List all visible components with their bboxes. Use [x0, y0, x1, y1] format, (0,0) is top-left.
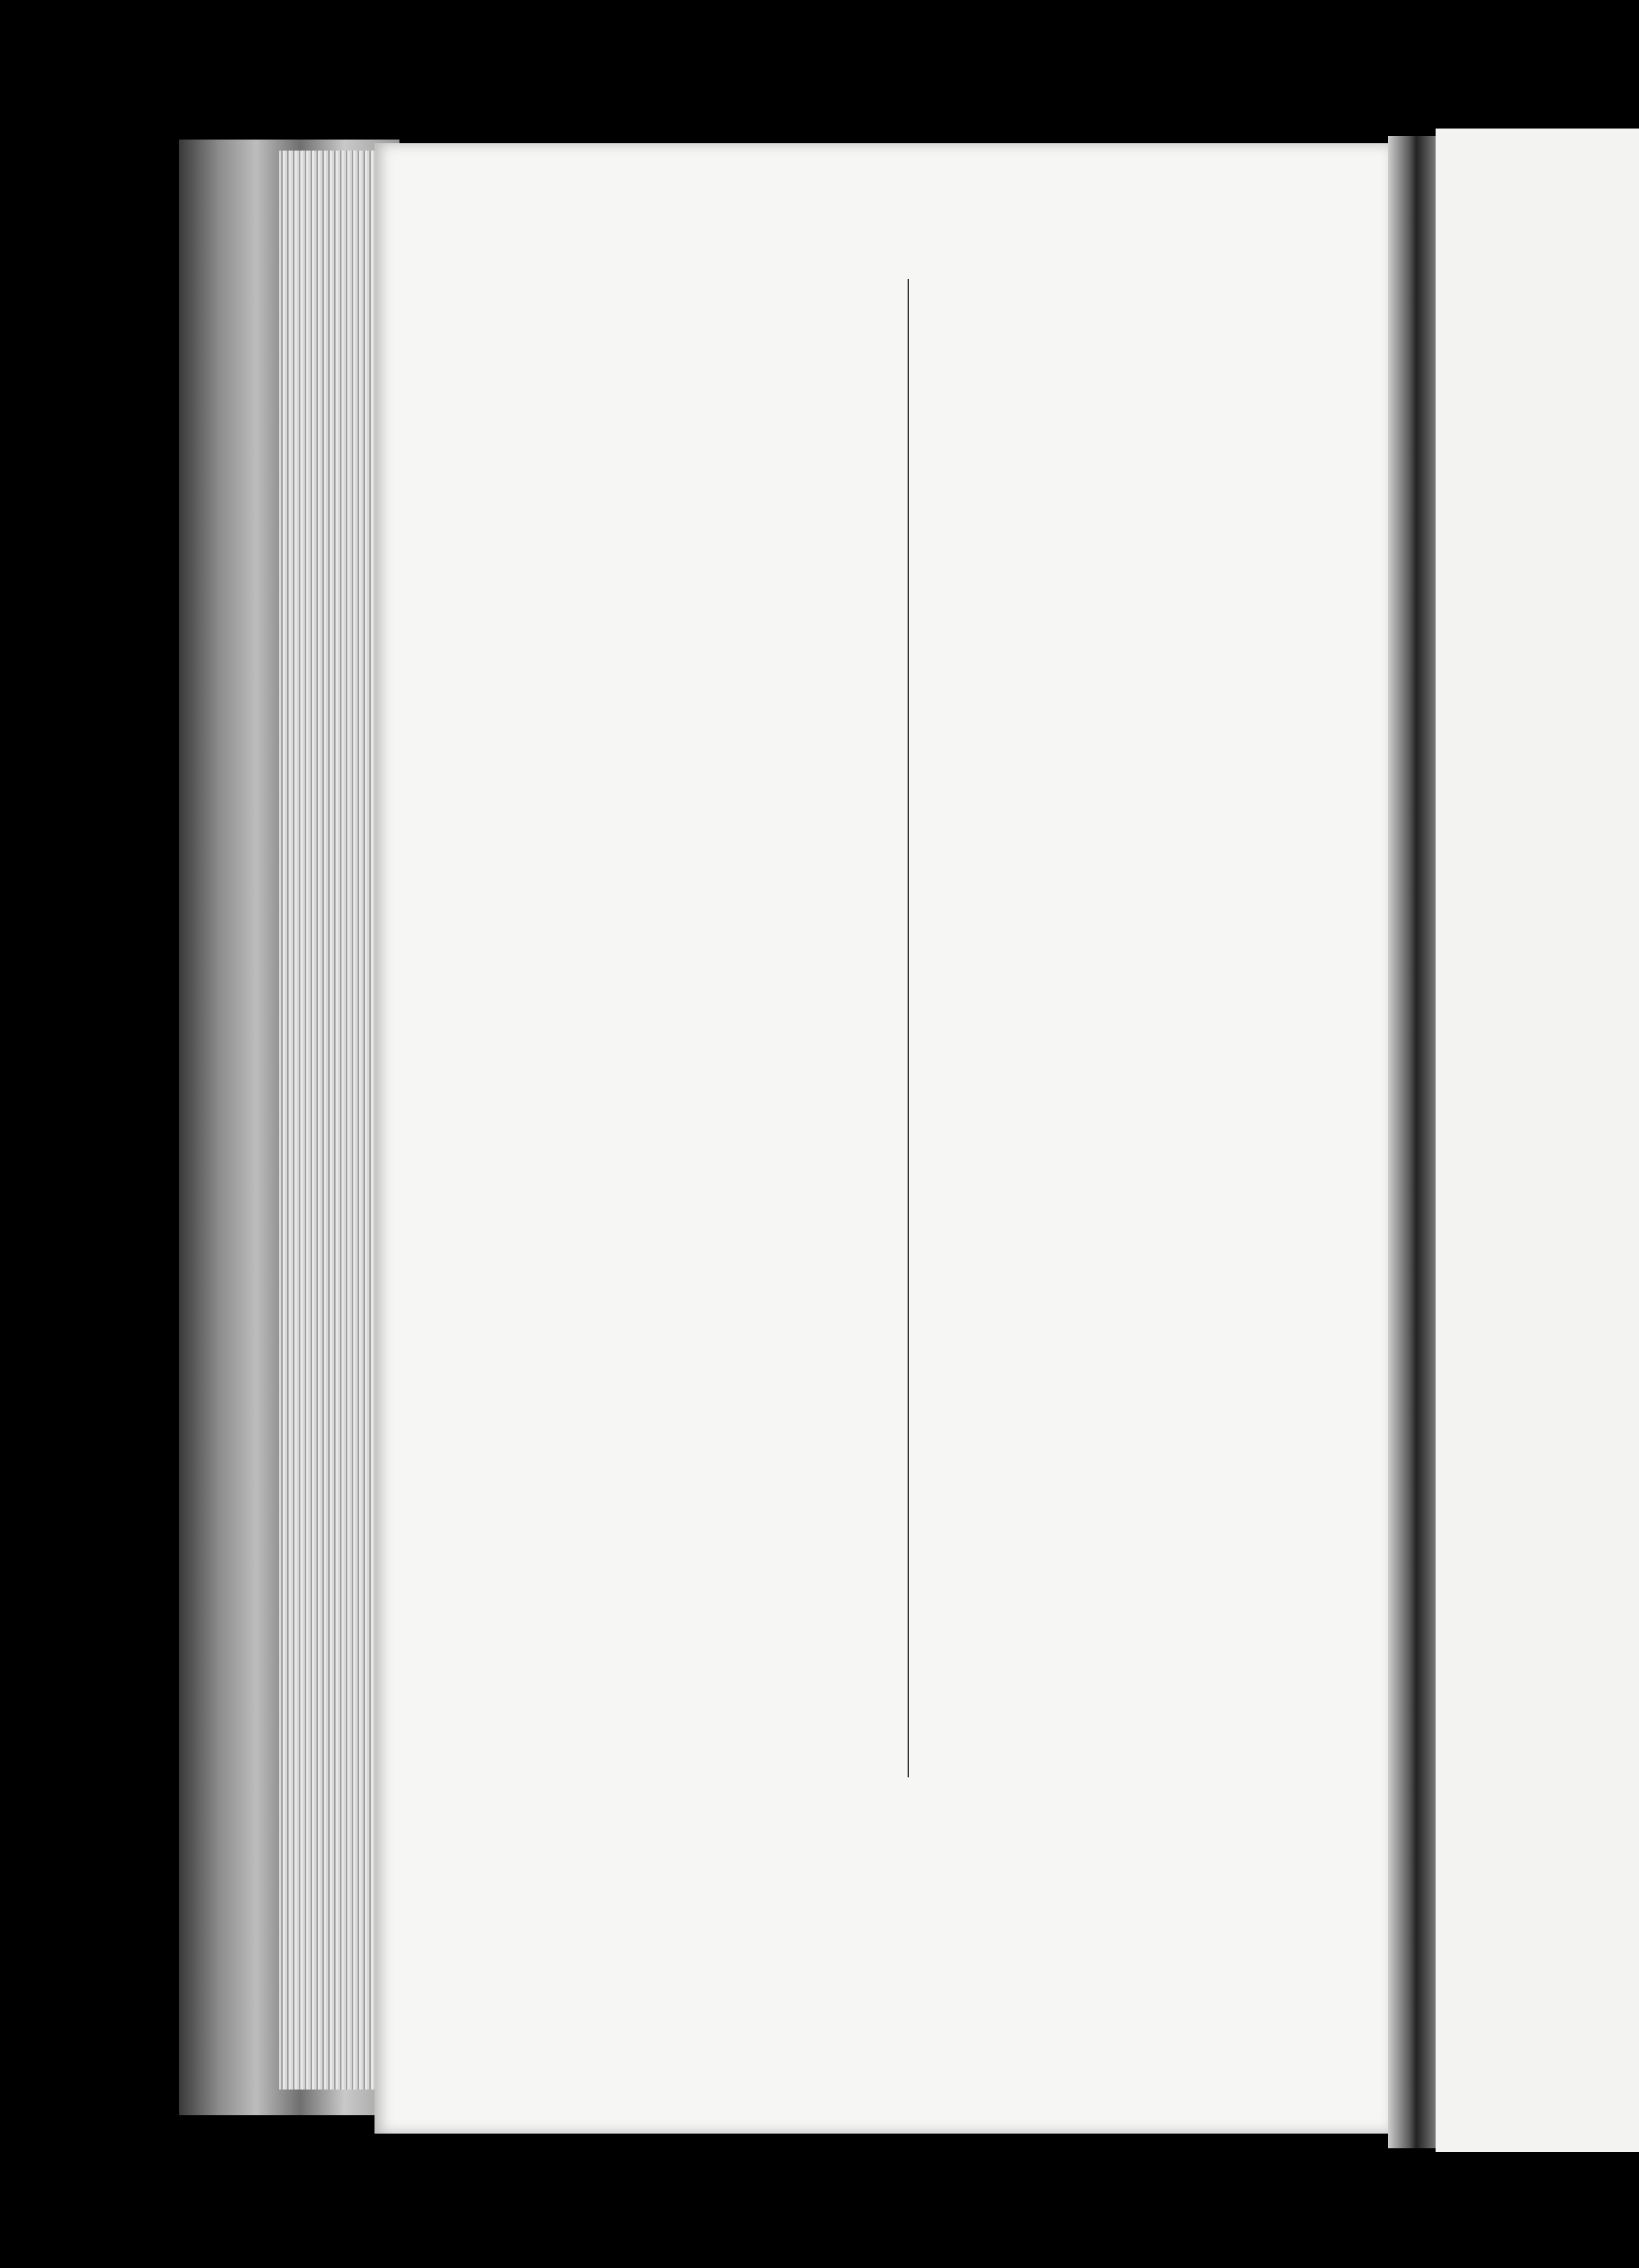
book-gutter: [1388, 136, 1436, 2148]
page-edges: [279, 151, 382, 2090]
left-page: [375, 143, 1388, 2134]
column-divider: [908, 279, 909, 1777]
right-page: [1436, 129, 1639, 2152]
